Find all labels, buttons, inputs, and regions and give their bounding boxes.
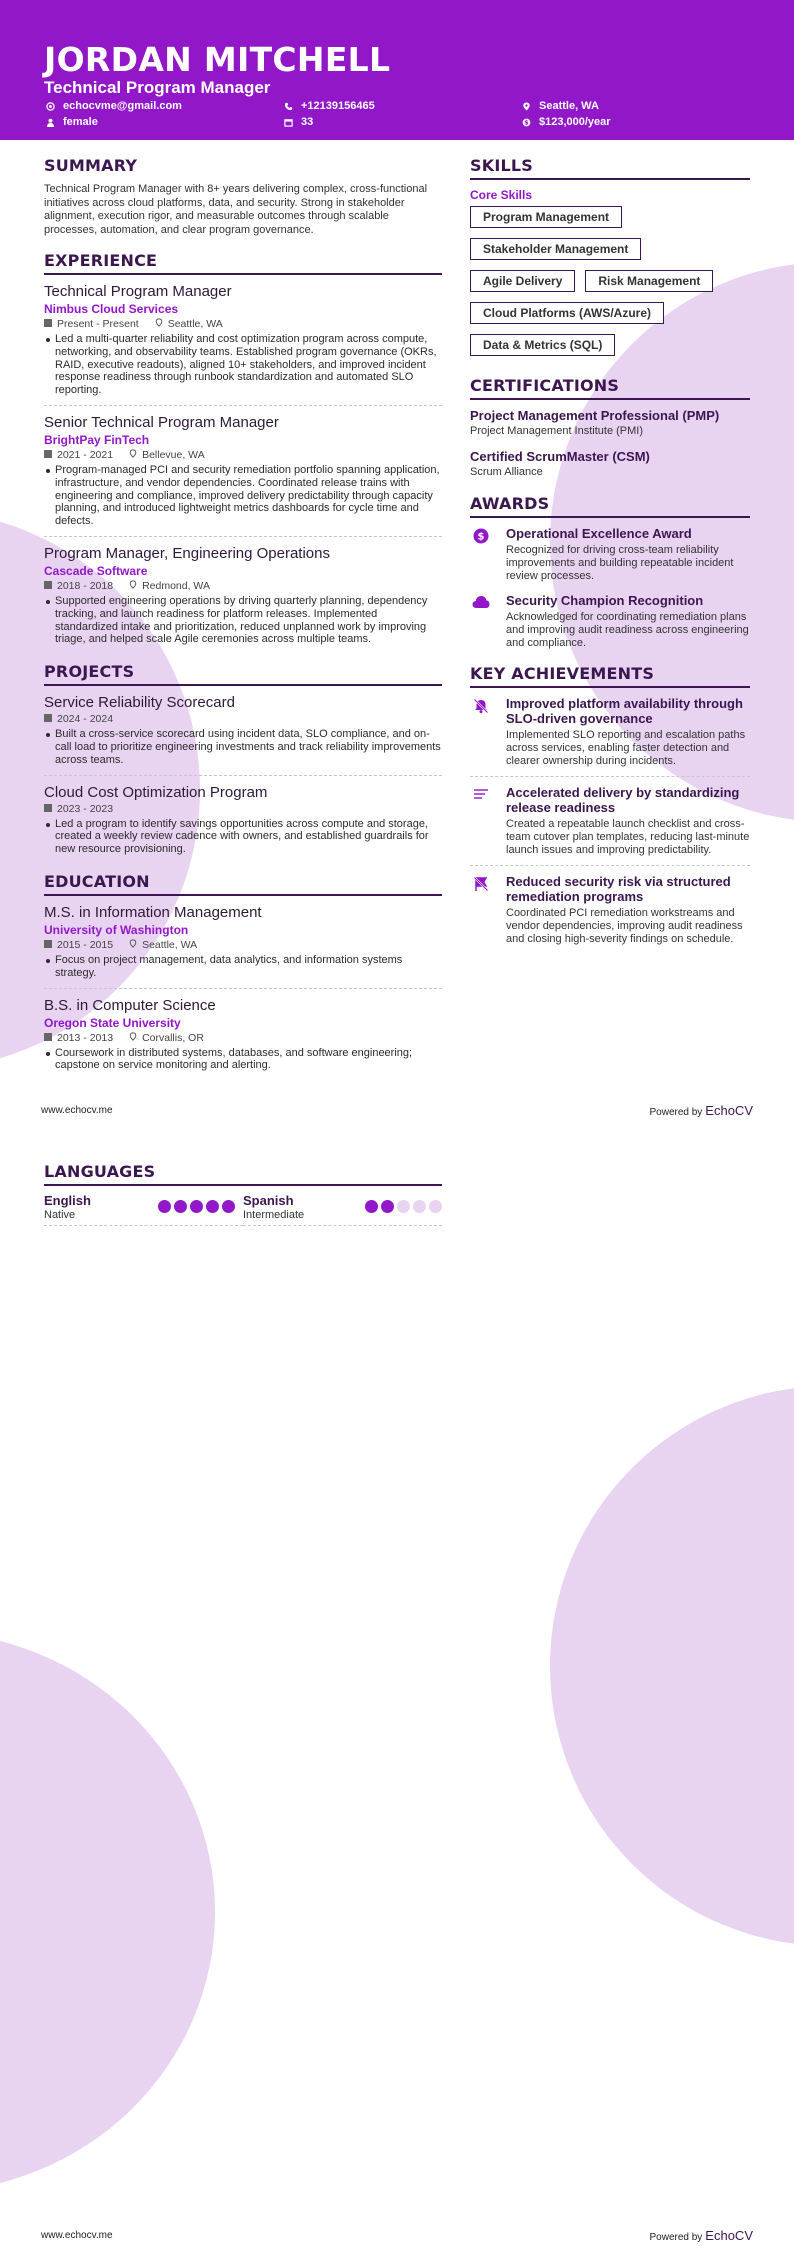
map-pin-icon: [129, 938, 137, 952]
certification-item: [470, 408, 750, 439]
certification-item: [470, 449, 750, 480]
map-pin-icon: [522, 102, 531, 111]
resume-header: [0, 0, 794, 140]
achievement-name: Accelerated delivery by standardizing release readiness: [506, 785, 740, 815]
cloud-icon: [470, 593, 492, 650]
language-name: English: [44, 1193, 91, 1208]
education-meta: 2013 - 2013 Corvallis, OR: [44, 1031, 442, 1045]
job-meta: 2018 - 2018 Redmond, WA: [44, 579, 442, 593]
experience-item: [44, 545, 442, 654]
decor-circle: [0, 1632, 215, 2192]
education-meta: 2015 - 2015 Seattle, WA: [44, 938, 442, 952]
decor-circle: [550, 1386, 794, 1946]
rating-dot: [206, 1200, 219, 1213]
left-column-page-2: [44, 1162, 442, 1226]
language-level: Native: [44, 1209, 76, 1221]
rating-dot: [190, 1200, 203, 1213]
page-footer: [41, 1103, 753, 1118]
education-bullet: Focus on project management, data analytics, and information systems strategy.: [44, 954, 442, 980]
rating-dot: [222, 1200, 235, 1213]
projects-title: PROJECTS: [44, 662, 442, 686]
education-section: [44, 872, 442, 1080]
summary-title: SUMMARY: [44, 156, 138, 175]
project-meta: 2024 - 2024: [44, 712, 442, 726]
rating-dot: [365, 1200, 378, 1213]
calendar-icon: [44, 938, 52, 952]
achievement-name: Reduced security risk via structured remediation programs: [506, 874, 731, 904]
user-icon: [46, 118, 55, 127]
skills-section: [470, 156, 750, 356]
rating-dot: [413, 1200, 426, 1213]
contact-gender: female: [46, 116, 98, 128]
language-level: Intermediate: [243, 1209, 305, 1221]
svg-text:$: $: [524, 119, 529, 127]
flag-off-icon: [470, 874, 492, 946]
project-meta: 2023 - 2023: [44, 802, 442, 816]
footer-brand[interactable]: EchoCV: [705, 2228, 753, 2243]
company-name: Nimbus Cloud Services: [44, 302, 179, 316]
certification-name: Certified ScrumMaster (CSM): [470, 449, 650, 464]
job-meta: 2021 - 2021 Bellevue, WA: [44, 448, 442, 462]
contact-age: 33: [284, 116, 313, 128]
rating-dot: [381, 1200, 394, 1213]
rating-dot: [397, 1200, 410, 1213]
school-name: Oregon State University: [44, 1015, 181, 1030]
skill-tag: Stakeholder Management: [470, 238, 641, 260]
phone-icon: [284, 102, 293, 111]
achievements-title: KEY ACHIEVEMENTS: [470, 664, 750, 688]
calendar-icon: [44, 317, 52, 331]
skill-tag: Data & Metrics (SQL): [470, 334, 615, 356]
skills-subtitle: Core Skills: [470, 188, 533, 202]
awards-section: [470, 494, 750, 650]
dollar-icon: [470, 526, 492, 583]
skill-tags: [470, 206, 750, 356]
awards-title: AWARDS: [470, 494, 750, 518]
projects-section: [44, 662, 442, 864]
achievement-item: [470, 696, 750, 777]
contact-location: Seattle, WA: [522, 100, 599, 112]
certification-name: Project Management Professional (PMP): [470, 408, 720, 423]
education-bullet: Coursework in distributed systems, databases, and software engineering; capstone on service monitoring and alerting.: [44, 1047, 442, 1073]
language-rating: [365, 1200, 442, 1213]
skill-tag: Risk Management: [585, 270, 713, 292]
job-bullet: Program-managed PCI and security remediation portfolio spanning application, infrastructure, and vendor dependencies. Coordinated release trains with engineering and compliance, improved delivery predictability through capacity planning, and introduced lightweight metrics dashboards for cycle time and defects.: [44, 464, 442, 528]
award-description: Acknowledged for coordinating remediation plans and improving audit readiness across engineering and compliance.: [506, 611, 749, 649]
education-item: [44, 997, 442, 1081]
footer-site[interactable]: www.echocv.me: [41, 1105, 113, 1116]
project-item: [44, 784, 442, 864]
certifications-title: CERTIFICATIONS: [470, 376, 750, 400]
achievement-description: Created a repeatable launch checklist and cross-team cutover plan templates, reducing last-minute launch issues and improving predictability.: [506, 818, 750, 856]
rating-dot: [174, 1200, 187, 1213]
certification-org: Scrum Alliance: [470, 466, 543, 478]
skills-title: SKILLS: [470, 156, 750, 180]
award-name: Operational Excellence Award: [506, 526, 692, 541]
skill-tag: Program Management: [470, 206, 622, 228]
project-title: Cloud Cost Optimization Program: [44, 783, 268, 801]
rating-dot: [158, 1200, 171, 1213]
project-bullet: Built a cross-service scorecard using incident data, SLO compliance, and on-call load to prioritize engineering investments and track reliability improvements across teams.: [44, 728, 442, 766]
calendar-icon: [284, 118, 293, 127]
calendar-icon: [44, 1031, 52, 1045]
footer-powered: Powered by EchoCV: [649, 2228, 753, 2243]
svg-text:$: $: [477, 531, 485, 543]
achievement-name: Improved platform availability through SLO-driven governance: [506, 696, 743, 726]
experience-item: [44, 283, 442, 406]
map-pin-icon: [129, 448, 137, 462]
language-item: [243, 1194, 442, 1226]
skill-tag: Agile Delivery: [470, 270, 575, 292]
footer-brand[interactable]: EchoCV: [705, 1103, 753, 1118]
education-item: [44, 904, 442, 989]
map-pin-icon: [155, 317, 163, 331]
certifications-section: [470, 376, 750, 480]
education-title: EDUCATION: [44, 872, 442, 896]
certification-org: Project Management Institute (PMI): [470, 425, 644, 437]
map-pin-icon: [129, 1031, 137, 1045]
school-name: University of Washington: [44, 922, 189, 937]
company-name: Cascade Software: [44, 563, 148, 578]
degree-title: M.S. in Information Management: [44, 903, 262, 921]
award-item: [470, 593, 750, 650]
award-item: [470, 526, 750, 583]
company-name: BrightPay FinTech: [44, 432, 150, 447]
achievement-item: [470, 785, 750, 866]
footer-site[interactable]: www.echocv.me: [41, 2230, 113, 2241]
degree-title: B.S. in Computer Science: [44, 996, 216, 1014]
contact-salary: $ $123,000/year: [522, 116, 611, 128]
achievement-description: Coordinated PCI remediation workstreams and vendor dependencies, improving audit readiness and closing high-severity findings on schedule.: [506, 907, 743, 945]
languages-section: [44, 1162, 442, 1226]
contact-phone[interactable]: +12139156465: [284, 100, 375, 112]
experience-item: [44, 414, 442, 537]
experience-section: [44, 251, 442, 654]
summary-section: [44, 156, 442, 237]
candidate-role: Technical Program Manager: [44, 78, 271, 97]
language-rating: [158, 1200, 235, 1213]
salary-icon: [522, 118, 531, 127]
rating-dot: [429, 1200, 442, 1213]
award-description: Recognized for driving cross-team reliability improvements and building repeatable incident review processes.: [506, 544, 734, 582]
footer-powered: Powered by EchoCV: [649, 1103, 753, 1118]
lines-icon: [470, 785, 492, 857]
skill-tag: Cloud Platforms (AWS/Azure): [470, 302, 664, 324]
contact-email[interactable]: echocvme@gmail.com: [46, 100, 182, 112]
job-title: Program Manager, Engineering Operations: [44, 544, 330, 562]
language-item: [44, 1194, 243, 1226]
calendar-icon: [44, 448, 52, 462]
job-bullet: Led a multi-quarter reliability and cost optimization program across compute, networking, and observability teams. Established program governance (OKRs, RAID, executive readouts), aligned 10+ stakeholders, and improved incident response readiness through runbook standardization and automated SLO reporting.: [44, 333, 442, 397]
project-title: Service Reliability Scorecard: [44, 694, 235, 712]
job-meta: Present - Present Seattle, WA: [44, 317, 442, 331]
language-name: Spanish: [243, 1193, 294, 1208]
map-pin-icon: [129, 579, 137, 593]
job-bullet: Supported engineering operations by driving quarterly planning, dependency tracking, and launch readiness for platform releases. Implemented standardized intake and prioritization, reduced unplanned work by improving triage, and helped scale Agile ceremonies across multiple teams.: [44, 595, 442, 646]
left-column: [44, 156, 442, 1088]
bell-off-icon: [470, 696, 492, 768]
achievement-description: Implemented SLO reporting and escalation paths across services, enabling faster detection and clearer ownership during incidents.: [506, 729, 746, 767]
achievement-item: [470, 874, 750, 954]
project-bullet: Led a program to identify savings opportunities across compute and storage, created a weekly review cadence with owners, and established guardrails for new resource provisioning.: [44, 818, 442, 856]
summary-text: Technical Program Manager with 8+ years delivering complex, cross-functional initiatives across cloud platforms, data, and security. Strong in stakeholder alignment, execution rigor, and measurable outcomes through scalable processes, automation, and clear program governance.: [44, 183, 428, 236]
award-name: Security Champion Recognition: [506, 593, 704, 608]
calendar-icon: [44, 712, 52, 726]
languages-title: LANGUAGES: [44, 1162, 442, 1186]
achievements-section: [470, 664, 750, 954]
languages-list: [44, 1194, 442, 1226]
calendar-icon: [44, 802, 52, 816]
project-item: [44, 694, 442, 775]
right-column: [470, 156, 750, 962]
at-icon: [46, 102, 55, 111]
page-footer-2: [41, 2228, 753, 2243]
job-title: Senior Technical Program Manager: [44, 413, 279, 431]
calendar-icon: [44, 579, 52, 593]
candidate-name: JORDAN MITCHELL: [44, 40, 391, 79]
job-title: Technical Program Manager: [44, 283, 232, 300]
experience-title: EXPERIENCE: [44, 251, 442, 275]
